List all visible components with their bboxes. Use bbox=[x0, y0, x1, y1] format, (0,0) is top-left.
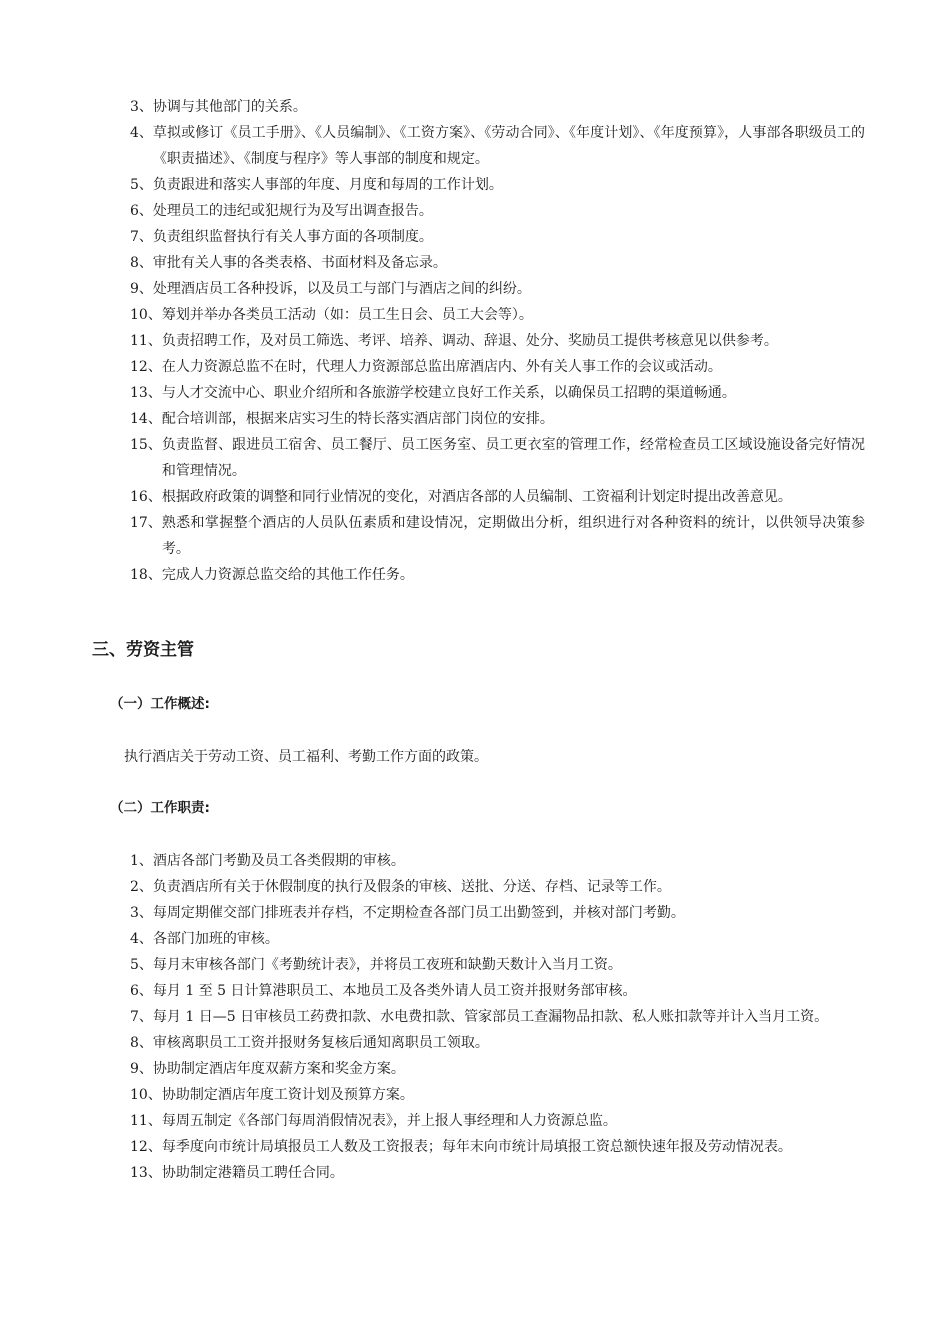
item-text: 每周定期催交部门排班表并存档，不定期检查各部门员工出勤签到，并核对部门考勤。 bbox=[152, 905, 685, 921]
item-number: 4、 bbox=[130, 931, 153, 947]
overview-heading: （一）工作概述: bbox=[110, 696, 210, 712]
list-item bbox=[130, 874, 865, 900]
item-number: 10、 bbox=[130, 307, 162, 323]
item-text: 草拟或修订《员工手册》、《人员编制》、《工资方案》、《劳动合同》、《年度计划》、《年度预算》，人事部各职级员工的《职责描述》、《制度与程序》等人事部的制度和规定。 bbox=[152, 125, 865, 167]
item-text: 负责跟进和落实人事部的年度、月度和每周的工作计划。 bbox=[152, 177, 503, 193]
item-text: 完成人力资源总监交给的其他工作任务。 bbox=[161, 567, 414, 583]
list-item bbox=[130, 978, 865, 1004]
hr-duties-list bbox=[130, 94, 865, 588]
item-text: 每月 1 日—5 日审核员工药费扣款、水电费扣款、管家部员工查漏物品扣款、私人账扣款等并计入当月工资。 bbox=[152, 1009, 829, 1025]
list-item bbox=[130, 1134, 865, 1160]
item-text: 审核离职员工工资并报财务复核后通知离职员工领取。 bbox=[152, 1035, 489, 1051]
list-item bbox=[130, 198, 865, 224]
list-item bbox=[130, 510, 865, 562]
item-text: 各部门加班的审核。 bbox=[152, 931, 279, 947]
list-item bbox=[130, 120, 865, 172]
list-item bbox=[130, 276, 865, 302]
list-item bbox=[130, 1004, 865, 1030]
list-item bbox=[130, 172, 865, 198]
item-text: 审批有关人事的各类表格、书面材料及备忘录。 bbox=[152, 255, 447, 271]
item-text: 筹划并举办各类员工活动（如：员工生日会、员工大会等）。 bbox=[161, 307, 533, 323]
item-number: 13、 bbox=[130, 1165, 162, 1181]
item-number: 7、 bbox=[130, 1009, 153, 1025]
item-text: 每月 1 至 5 日计算港职员工、本地员工及各类外请人员工资并报财务部审核。 bbox=[152, 983, 637, 999]
list-item bbox=[130, 1082, 865, 1108]
item-text: 协助制定港籍员工聘任合同。 bbox=[161, 1165, 344, 1181]
list-item bbox=[130, 224, 865, 250]
item-text: 配合培训部，根据来店实习生的特长落实酒店部门岗位的安排。 bbox=[161, 411, 554, 427]
item-text: 在人力资源总监不在时，代理人力资源部总监出席酒店内、外有关人事工作的会议或活动。 bbox=[161, 359, 722, 375]
item-text: 每季度向市统计局填报员工人数及工资报表；每年末向市统计局填报工资总额快速年报及劳动情况表。 bbox=[161, 1139, 792, 1155]
item-number: 7、 bbox=[130, 229, 153, 245]
item-number: 5、 bbox=[130, 957, 153, 973]
duties-heading: （二）工作职责: bbox=[110, 800, 210, 816]
item-number: 15、 bbox=[130, 437, 162, 453]
item-number: 16、 bbox=[130, 489, 162, 505]
item-number: 11、 bbox=[130, 1113, 162, 1129]
item-number: 14、 bbox=[130, 411, 162, 427]
item-text: 协助制定酒店年度双薪方案和奖金方案。 bbox=[152, 1061, 405, 1077]
item-number: 1、 bbox=[130, 853, 153, 869]
list-item bbox=[130, 250, 865, 276]
list-item bbox=[130, 952, 865, 978]
item-number: 3、 bbox=[130, 99, 153, 115]
item-text: 每月末审核各部门《考勤统计表》，并将员工夜班和缺勤天数计入当月工资。 bbox=[152, 957, 622, 973]
item-text: 每周五制定《各部门每周消假情况表》，并上报人事经理和人力资源总监。 bbox=[161, 1113, 617, 1129]
list-item bbox=[130, 484, 865, 510]
item-text: 与人才交流中心、职业介绍所和各旅游学校建立良好工作关系，以确保员工招聘的渠道畅通。 bbox=[161, 385, 736, 401]
list-item bbox=[130, 354, 865, 380]
item-number: 3、 bbox=[130, 905, 153, 921]
item-text: 熟悉和掌握整个酒店的人员队伍素质和建设情况，定期做出分析，组织进行对各种资料的统计，以供领导决策参考。 bbox=[161, 515, 865, 557]
item-text: 处理员工的违纪或犯规行为及写出调查报告。 bbox=[152, 203, 433, 219]
item-text: 处理酒店员工各种投诉，以及员工与部门与酒店之间的纠纷。 bbox=[152, 281, 531, 297]
item-text: 协助制定酒店年度工资计划及预算方案。 bbox=[161, 1087, 414, 1103]
item-number: 2、 bbox=[130, 879, 153, 895]
item-number: 11、 bbox=[130, 333, 162, 349]
item-text: 协调与其他部门的关系。 bbox=[152, 99, 307, 115]
item-number: 6、 bbox=[130, 983, 153, 999]
list-item bbox=[130, 1030, 865, 1056]
item-number: 8、 bbox=[130, 255, 153, 271]
list-item bbox=[130, 900, 865, 926]
list-item bbox=[130, 926, 865, 952]
list-item bbox=[130, 848, 865, 874]
item-text: 负责招聘工作，及对员工筛选、考评、培养、调动、辞退、处分、奖励员工提供考核意见以供参考。 bbox=[161, 333, 778, 349]
item-number: 10、 bbox=[130, 1087, 162, 1103]
item-number: 12、 bbox=[130, 1139, 162, 1155]
list-item bbox=[130, 302, 865, 328]
list-item bbox=[130, 328, 865, 354]
item-text: 负责组织监督执行有关人事方面的各项制度。 bbox=[152, 229, 433, 245]
item-number: 9、 bbox=[130, 281, 153, 297]
payroll-duties-list bbox=[130, 848, 865, 1186]
item-text: 酒店各部门考勤及员工各类假期的审核。 bbox=[152, 853, 405, 869]
overview-text: 执行酒店关于劳动工资、员工福利、考勤工作方面的政策。 bbox=[124, 749, 488, 765]
section-title: 三、劳资主管 bbox=[92, 640, 194, 660]
item-number: 13、 bbox=[130, 385, 162, 401]
item-number: 18、 bbox=[130, 567, 162, 583]
list-item bbox=[130, 380, 865, 406]
list-item bbox=[130, 94, 865, 120]
item-number: 17、 bbox=[130, 515, 162, 531]
list-item bbox=[130, 432, 865, 484]
item-number: 6、 bbox=[130, 203, 153, 219]
item-text: 负责酒店所有关于休假制度的执行及假条的审核、送批、分送、存档、记录等工作。 bbox=[152, 879, 671, 895]
item-number: 4、 bbox=[130, 125, 153, 141]
item-text: 负责监督、跟进员工宿舍、员工餐厅、员工医务室、员工更衣室的管理工作，经常检查员工区域设施设备完好情况和管理情况。 bbox=[161, 437, 865, 479]
item-text: 根据政府政策的调整和同行业情况的变化，对酒店各部的人员编制、工资福利计划定时提出改善意见。 bbox=[161, 489, 792, 505]
list-item bbox=[130, 1056, 865, 1082]
list-item bbox=[130, 1160, 865, 1186]
item-number: 8、 bbox=[130, 1035, 153, 1051]
item-number: 9、 bbox=[130, 1061, 153, 1077]
list-item bbox=[130, 562, 865, 588]
list-item bbox=[130, 406, 865, 432]
item-number: 5、 bbox=[130, 177, 153, 193]
list-item bbox=[130, 1108, 865, 1134]
item-number: 12、 bbox=[130, 359, 162, 375]
